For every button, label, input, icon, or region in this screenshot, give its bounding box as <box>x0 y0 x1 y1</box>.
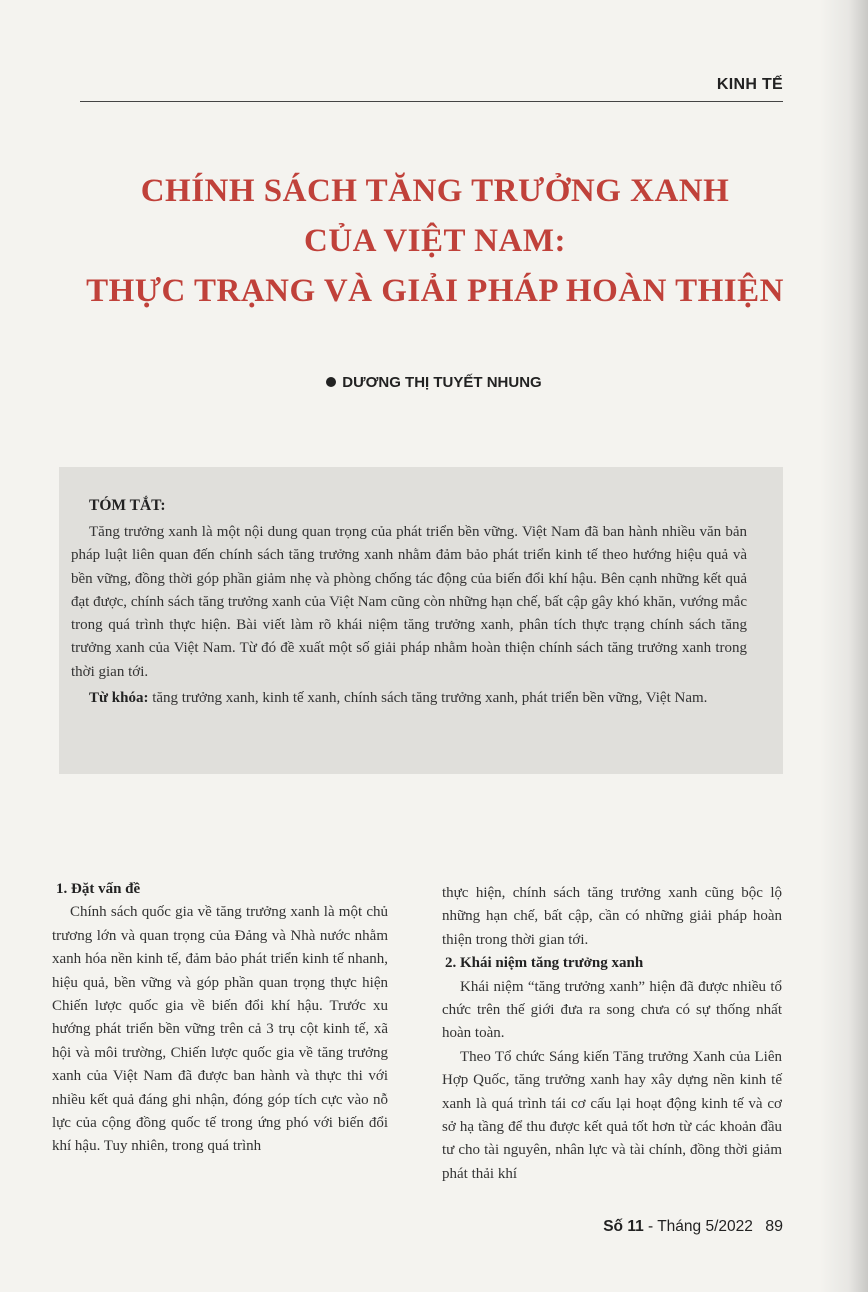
section-2-paragraph-2: Theo Tổ chức Sáng kiến Tăng trưởng Xanh của Liên Hợp Quốc, tăng trưởng xanh hay xây dựng nền kinh tế xanh là quá trình tái cơ cấu lại hoạt động kinh tế và cơ sở hạ tầng để thu được kết quả tốt hơn từ các khoản đầu tư cho tài nguyên, nhân lực và tài chính, đồng thời giảm phát thải khí <box>442 1048 782 1182</box>
section-1-paragraph: Chính sách quốc gia về tăng trưởng xanh là một chủ trương lớn và quan trọng của Đảng và Nhà nước nhằm xanh hóa nền kinh tế, đảm bảo phát triển kinh tế nhanh, hiệu quả, bền vững và góp phần quan trọng thực hiện Chiến lược quốc gia về biến đổi khí hậu. Trước xu hướng phát triển bền vững trên cả 3 trụ cột kinh tế, xã hội và môi trường, Chiến lược quốc gia về tăng trưởng xanh của Việt Nam đã được ban hành và thực thi với nhiều kết quả đáng ghi nhận, đóng góp tích cực vào nỗ lực của cộng đồng quốc tế trong ứng phó với biến đổi khí hậu. Tuy nhiên, trong quá trình <box>52 904 388 1155</box>
title-line-3: THỰC TRẠNG VÀ GIẢI PHÁP HOÀN THIỆN <box>86 273 784 309</box>
section-1-paragraph-continued: thực hiện, chính sách tăng trưởng xanh cũng bộc lộ những hạn chế, bất cập, cần có những giải pháp hoàn thiện trong thời gian tới. <box>442 885 782 948</box>
abstract-box <box>59 467 783 774</box>
section-2-heading: 2. Khái niệm tăng trưởng xanh <box>445 955 644 972</box>
keywords <box>71 687 747 710</box>
section-tag: KINH TẾ <box>716 76 783 93</box>
page-number: 89 <box>765 1218 783 1235</box>
page-footer <box>520 1218 783 1236</box>
header-rule <box>80 101 783 102</box>
section-1-heading: 1. Đặt vấn đề <box>56 881 141 897</box>
title-line-1: CHÍNH SÁCH TĂNG TRƯỞNG XANH <box>140 173 730 209</box>
issue-number: Số 11 <box>603 1218 644 1235</box>
keywords-text: tăng trưởng xanh, kinh tế xanh, chính sách tăng trưởng xanh, phát triển bền vững, Việt Nam. <box>152 690 708 707</box>
body-column-right <box>442 882 782 1186</box>
article-title <box>40 166 830 316</box>
abstract-text: Tăng trưởng xanh là một nội dung quan trọng của phát triển bền vững. Việt Nam đã ban hành nhiều văn bản pháp luật liên quan đến chính sách tăng trưởng xanh nhằm đảm bảo phát triển kinh tế theo hướng hiệu quả và bền vững, đồng thời góp phần giảm nhẹ và phòng chống tác động của biến đổi khí hậu. Bên cạnh những kết quả đạt được, chính sách tăng trưởng xanh của Việt Nam cũng còn những hạn chế, bất cập gây khó khăn, vướng mắc trong quá trình thực hiện. Bài viết làm rõ khái niệm tăng trưởng xanh, phân tích thực trạng chính sách tăng trưởng xanh của Việt Nam. Từ đó đề xuất một số giải pháp nhằm hoàn thiện chính sách tăng trưởng xanh trong thời gian tới. <box>71 524 747 680</box>
author-byline <box>0 374 868 391</box>
keywords-label: Từ khóa: <box>89 690 149 707</box>
bullet-icon <box>326 377 336 387</box>
section-2-paragraph-1: Khái niệm “tăng trưởng xanh” hiện đã được nhiều tổ chức trên thế giới đưa ra song chưa có sự thống nhất hoàn toàn. <box>442 978 782 1042</box>
author-name: DƯƠNG THỊ TUYẾT NHUNG <box>342 374 542 391</box>
body-column-left <box>52 878 388 1159</box>
title-line-2: CỦA VIỆT NAM: <box>304 223 566 259</box>
abstract-heading: TÓM TẮT: <box>89 497 166 514</box>
issue-date: - Tháng 5/2022 <box>648 1218 753 1235</box>
